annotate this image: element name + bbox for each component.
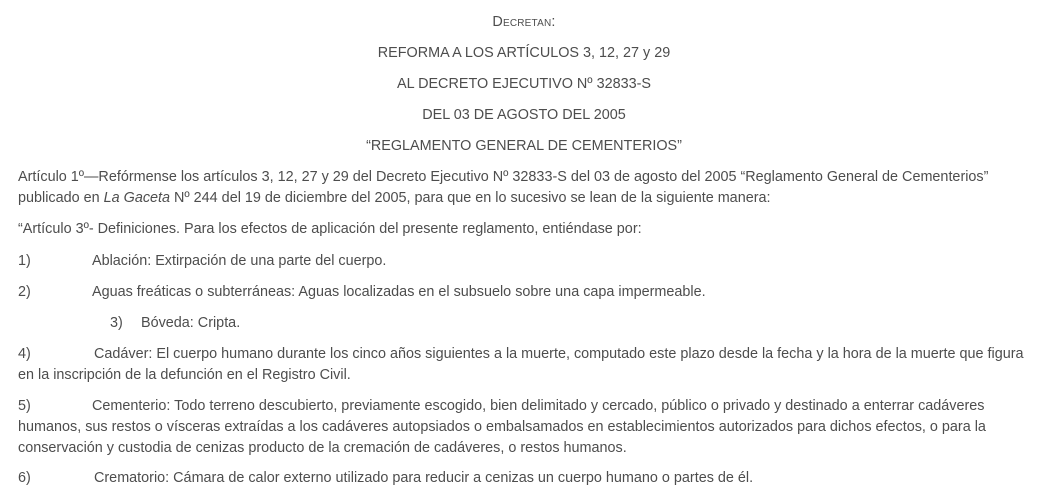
title-line-3: DEL 03 DE AGOSTO DEL 2005 [422, 107, 626, 123]
definition-item [18, 344, 1030, 386]
article-3-intro: “Artículo 3º- Definiciones. Para los efectos de aplicación del presente reglamento, entiéndase por: [18, 221, 642, 237]
definition-text: Cadáver: El cuerpo humano durante los cinco años siguientes a la muerte, computado este plazo desde la fecha y la hora de la muerte que figura en la inscripción de la defunción en el Registro Civil. [18, 346, 1024, 383]
definition-text: Cementerio: Todo terreno descubierto, previamente escogido, bien delimitado y cercado, público o privado y destinado a enterrar cadáveres humanos, sus restos o vísceras extraídas a los cadáveres autopsiados o embalsamados en establecimientos autorizados para dichos efectos, o para la conservación y custodia de cenizas producto de la cremación de cadáveres, o restos humanos. [18, 398, 986, 456]
article-1-text-a: Artículo 1º—Refórmense los artículos 3, 12, 27 y 29 del Decreto Ejecutivo Nº 32833-S del 03 de agosto del 2005 “Reglamento General de Cementerios” publicado en [18, 169, 989, 206]
definition-item [18, 251, 1030, 272]
definition-text: Crematorio: Cámara de calor externo utilizado para reducir a cenizas un cuerpo humano o partes de él. [94, 470, 754, 486]
definition-number: 4) [18, 346, 31, 362]
definition-item [18, 282, 1030, 303]
definition-number: 3) [110, 315, 123, 331]
title-line-1: REFORMA A LOS ARTÍCULOS 3, 12, 27 y 29 [377, 45, 671, 61]
definition-text: Bóveda: Cripta. [141, 315, 241, 331]
definition-text: Aguas freáticas o subterráneas: Aguas localizadas en el subsuelo sobre una capa impermeable. [92, 284, 706, 300]
decretan-heading: Decretan: [492, 14, 556, 30]
definition-number: 5) [18, 398, 31, 414]
article-1-text-b: Nº 244 del 19 de diciembre del 2005, para que en lo sucesivo se lean de la siguiente manera: [170, 190, 771, 206]
definition-item [110, 313, 240, 334]
definition-number: 2) [18, 284, 31, 300]
definition-number: 6) [18, 470, 31, 486]
title-line-2: AL DECRETO EJECUTIVO Nº 32833-S [397, 76, 651, 92]
la-gaceta-italic: La Gaceta [103, 190, 171, 206]
definition-item [18, 468, 1030, 489]
definition-item [18, 396, 1030, 459]
article-1-paragraph [18, 167, 1030, 209]
definition-text: Ablación: Extirpación de una parte del cuerpo. [92, 253, 387, 269]
definition-number: 1) [18, 253, 31, 269]
title-line-4: “REGLAMENTO GENERAL DE CEMENTERIOS” [366, 138, 682, 154]
